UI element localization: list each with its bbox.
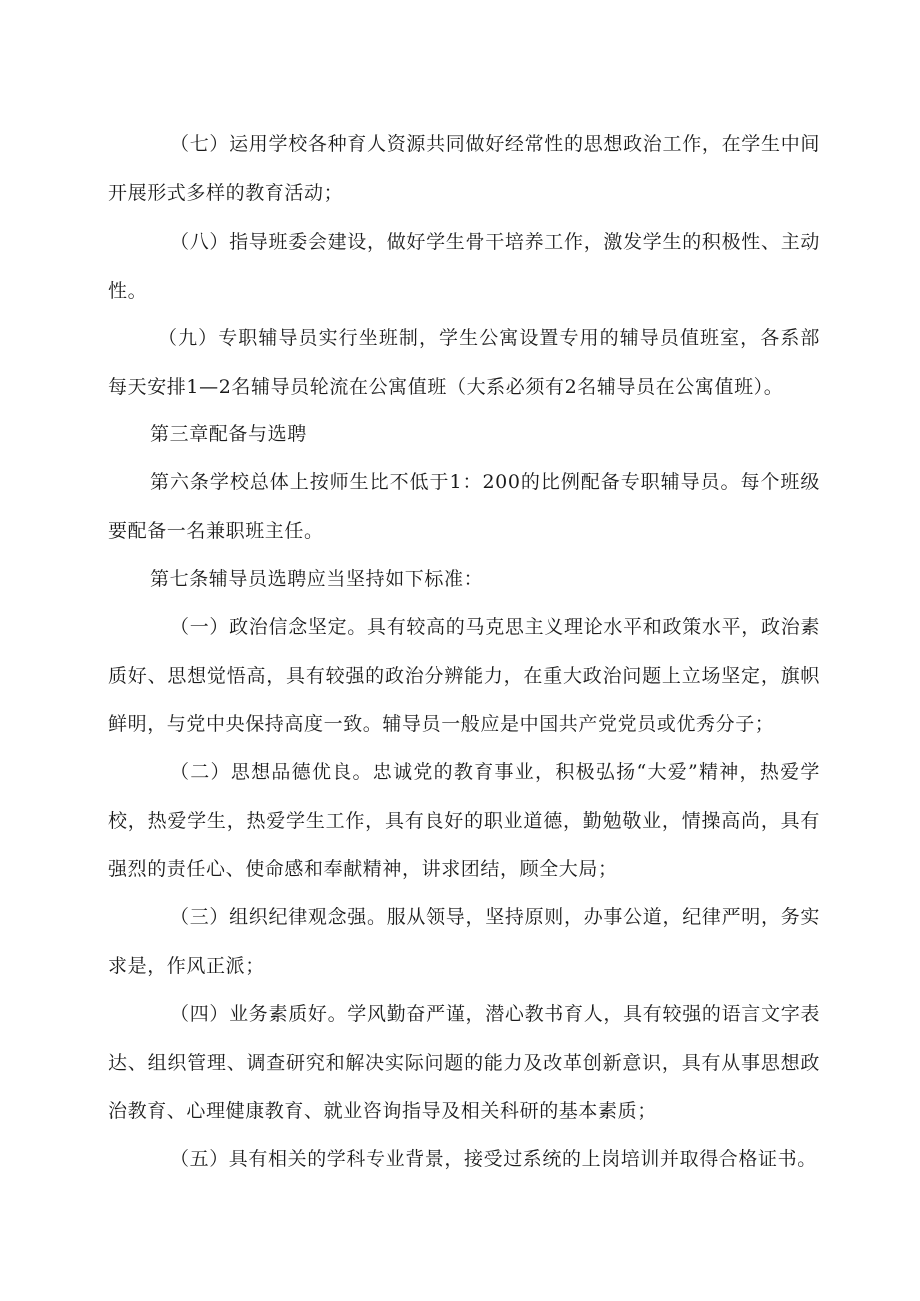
paragraph-item-9: （九）专职辅导员实行坐班制，学生公寓设置专用的辅导员值班室，各系部每天安排1—2名辅导员轮流在公寓值班（大系必须有2名辅导员在公寓值班）。: [108, 327, 820, 398]
article-6: 第六条学校总体上按师生比不低于1：200的比例配备专职辅导员。每个班级要配备一名兼职班主任。: [108, 471, 820, 542]
standard-item-5: （五）具有相关的学科专业背景，接受过系统的上岗培训并取得合格证书。: [170, 1148, 817, 1170]
standard-item-3: （三）组织纪律观念强。服从领导，坚持原则，办事公道，纪律严明，务实求是，作风正派；: [108, 906, 820, 977]
standard-item-1: （一）政治信念坚定。具有较高的马克思主义理论水平和政策水平，政治素质好、思想觉悟高，具有较强的政治分辨能力，在重大政治问题上立场坚定，旗帜鲜明，与党中央保持高度一致。辅导员一般应是中国共产党党员或优秀分子；: [108, 616, 820, 735]
article-7: 第七条辅导员选聘应当坚持如下标准：: [150, 568, 484, 590]
chapter-heading: 第三章配备与选聘: [150, 423, 307, 445]
standard-item-2: （二）思想品德优良。忠诚党的教育事业，积极弘扬“大爱”精神，热爱学校，热爱学生，热爱学生工作，具有良好的职业道德，勤勉敬业，情操高尚，具有强烈的责任心、使命感和奉献精神，讲求团结，顾全大局；: [108, 761, 820, 880]
paragraph-item-7: （七）运用学校各种育人资源共同做好经常性的思想政治工作，在学生中间开展形式多样的教育活动；: [108, 133, 820, 204]
paragraph-item-8: （八）指导班委会建设，做好学生骨干培养工作，激发学生的积极性、主动性。: [108, 231, 820, 302]
standard-item-4: （四）业务素质好。学风勤奋严谨，潜心教书育人，具有较强的语言文字表达、组织管理、调查研究和解决实际问题的能力及改革创新意识，具有从事思想政治教育、心理健康教育、就业咨询指导及相关科研的基本素质；: [108, 1003, 820, 1122]
